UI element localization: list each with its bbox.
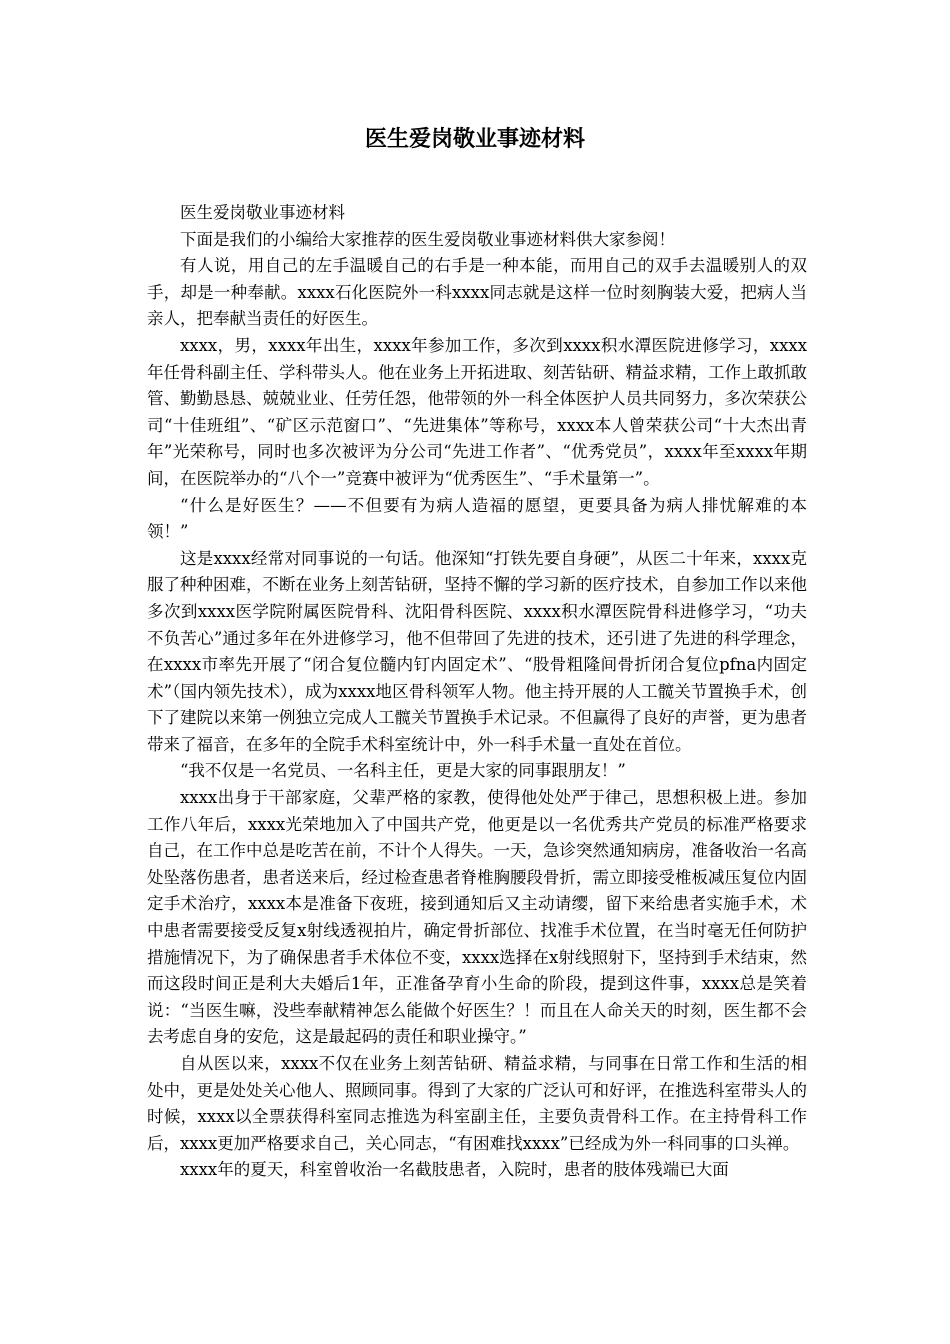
paragraph: xxxx出身于干部家庭，父辈严格的家教，使得他处处严于律己，思想积极上进。参加工作八年后，xxxx光荣地加入了中国共产党，他更是以一名优秀共产党员的标准严格要求自己，在工作中总是吃苦在前，不计个人得失。一天，急诊突然通知病房，准备收治一名高处坠落伤患者，患者送来后，经过检查患者脊椎胸腰段骨折，需立即接受椎板减压复位内固定手术治疗，xxxx本是准备下夜班，接到通知后又主动请缨，留下来给患者实施手术，术中患者需要接受反复x射线透视拍片，确定骨折部位、找准手术位置，在当时毫无任何防护措施情况下，为了确保患者手术体位不变，xxxx选择在x射线照射下，坚持到手术结束，然而这段时间正是利大夫婚后1年，正准备孕育小生命的阶段，提到这件事，xxxx总是笑着说：“当医生嘛，没些奉献精神怎么能做个好医生？！而且在人命关天的时刻，医生都不会去考虑自身的安危，这是最起码的责任和职业操守。” — [147, 788, 807, 1047]
paragraph: 自从医以来，xxxx不仅在业务上刻苦钻研、精益求精，与同事在日常工作和生活的相处中，更是处处关心他人、照顾同事。得到了大家的广泛认可和好评，在推选科室带头人的时候，xxxx以全票获得科室同志推选为科室副主任，主要负责骨科工作。在主持骨科工作后，xxxx更加严格要求自己，关心同志，“有困难找xxxx”已经成为外一科同事的口头禅。 — [147, 1054, 807, 1153]
paragraph: “什么是好医生？——不但要有为病人造福的愿望，更要具备为病人排忧解难的本领！” — [147, 495, 807, 542]
paragraph: 医生爱岗敬业事迹材料 — [180, 203, 345, 222]
paragraph: “我不仅是一名党员、一名科主任，更是大家的同事跟朋友！” — [180, 761, 626, 781]
document-title: 医生爱岗敬业事迹材料 — [364, 126, 585, 152]
paragraph: 这是xxxx经常对同事说的一句话。他深知“打铁先要自身硬”，从医二十年来，xxxx克服了种种困难，不断在业务上刻苦钻研，坚持不懈的学习新的医疗技术，自参加工作以来他多次到xxxx医学院附属医院骨科、沈阳骨科医院、xxxx积水潭医院骨科进修学习，“功夫不负苦心”通过多年在外进修学习，他不但带回了先进的技术，还引进了先进的科学理念，在xxxx市率先开展了“闭合复位髓内钉内固定术”、“股骨粗隆间骨折闭合复位pfna内固定术”（国内领先技术），成为xxxx地区骨科领军人物。他主持开展的人工髋关节置换手术，创下了建院以来第一例独立完成人工髋关节置换手术记录。不但赢得了良好的声誉，更为患者带来了福音，在多年的全院手术科室统计中，外一科手术量一直处在首位。 — [147, 548, 807, 754]
paragraph: xxxx，男，xxxx年出生，xxxx年参加工作，多次到xxxx积水潭医院进修学习，xxxx年任骨科副主任、学科带头人。他在业务上开拓进取、刻苦钻研、精益求精，工作上敢抓敢管、勤勤恳恳、兢兢业业、任劳任怨，他带领的外一科全体医护人员共同努力，多次荣获公司“十佳班组”、“矿区示范窗口”、“先进集体”等称号，xxxx本人曾荣获公司“十大杰出青年”光荣称号，同时也多次被评为分公司“先进工作者”、“优秀党员”，xxxx年至xxxx年期间，在医院举办的“八个一”竞赛中被评为“优秀医生”、“手术量第一”。 — [147, 335, 807, 488]
document-body — [147, 200, 807, 1184]
paragraph: 下面是我们的小编给大家推荐的医生爱岗敬业事迹材料供大家参阅！ — [180, 229, 675, 249]
paragraph: 有人说，用自己的左手温暖自己的右手是一种本能，而用自己的双手去温暖别人的双手，却是一种奉献。xxxx石化医院外一科xxxx同志就是这样一位时刻胸装大爱，把病人当亲人，把奉献当责任的好医生。 — [147, 256, 807, 329]
paragraph: xxxx年的夏天，科室曾收治一名截肢患者，入院时，患者的肢体残端已大面 — [180, 1160, 729, 1180]
